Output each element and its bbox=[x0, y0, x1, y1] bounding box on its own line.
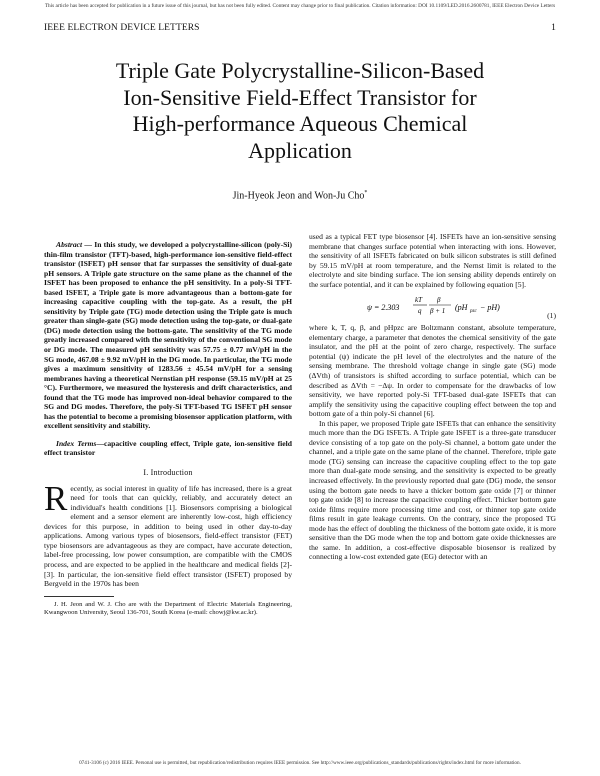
left-column bbox=[44, 240, 292, 617]
copyright-footer: 0741-3106 (c) 2016 IEEE. Personal use is permitted, but republication/redistribution requires IEEE permission. See http://www.ieee.org/publications_standards/publications/rights/index.html for more information. bbox=[79, 760, 521, 766]
publication-notice: This article has been accepted for publication in a future issue of this journal, but has not been fully edited. Content may change prior to final publication. Citation information: DOI 10.1109/LED.2016.2600781, IEEE Electron Device Letters bbox=[44, 3, 556, 9]
title-line-3: High-performance Aqueous Chemical bbox=[132, 111, 468, 136]
equation-pzc: pzc bbox=[470, 309, 477, 315]
journal-name: IEEE ELECTRON DEVICE LETTERS bbox=[44, 23, 200, 33]
equation-beta: β bbox=[437, 296, 441, 305]
equation-q: q bbox=[418, 307, 422, 316]
equation-paren: (pH bbox=[455, 303, 468, 313]
section-heading-introduction: I. Introduction bbox=[143, 468, 193, 478]
title-line-4: Application bbox=[248, 137, 352, 163]
title-line-1: Triple Gate Polycrystalline-Silicon-Based bbox=[115, 58, 485, 83]
equation-beta-plus-one: β + 1 bbox=[430, 307, 446, 316]
abstract-lead: Abstract bbox=[56, 240, 83, 249]
introduction-text: ecently, as social interest in quality of life has increased, there is a great need for tools that can quickly, reliably, and accurately detect an individual's health conditions [1]. Biosensors comprising a biological element and a sensor element are inherently low-cost, high efficiency devices for this purpose, in addition to being used in other day-to-day applications. Among various types of biosensors, field-effect transistor (FET) type biosensors are advantageous as they are compact, have accurate detection, label-free processing, low power consumption, are compatible with the CMOS process, and are expected to be applied in the healthcare and medical fields [2]-[3]. In particular, the ion-sensitive field effect transistor (ISFET) proposed by Bergveld in the 1970s has been bbox=[44, 483, 292, 589]
page-number: 1 bbox=[551, 23, 556, 33]
equation-1 bbox=[309, 291, 556, 321]
abstract-text: — In this study, we developed a polycrystalline-silicon (poly-Si) thin-film transistor (TFT)-based, high-performance ion-sensitive field-effect transistor (ISFET) pH sensor that far surpasses the sensitivity of dual-gate pH sensors. A Triple gate structure on the same plane as the channel of the ISFET has been proposed to enhance the pH sensitivity. In a poly-Si TFT-based ISFET, a Triple gate is more advantageous than a bottom-gate for increasing capacitive coupling with the top-gate. As a result, the pH sensitivity by Triple gate (TG) mode detection using the Triple gate is much greater than single-gate (SG) mode detection using the top-gate, or dual-gate (DG) mode detection using the bottom-gate. The sensitivity of the TG mode greatly increased compared with the sensitivity of the conventional SG mode or DG mode. The measured pH sensitivity was 57.75 ± 0.77 mV/pH in the SG mode, 467.08 ± 9.92 mV/pH in the DG mode. In particular, the TG mode gives a maximum sensitivity of 1283.56 ± 45.54 mV/pH for a sensing membranes having a theoretical Nernstian pH response (59.15 mV/pH at 25 °C). Furthermore, we measured the hysteresis and drift characteristics, and found that the TG mode has improved non-ideal behavior compared to the SG and DG modes. Therefore, the poly-Si TFT-based TG ISFET pH sensor has the potential to become a promising biosensor application platform, with excellent sensitivity and stability. bbox=[44, 240, 293, 431]
running-head bbox=[44, 23, 556, 33]
equation-number: (1) bbox=[547, 311, 556, 321]
equation-minus-ph: − pH) bbox=[480, 303, 500, 313]
index-terms-text: —capacitive coupling effect, Triple gate, ion-sensitive field effect transistor bbox=[44, 438, 292, 458]
author-footnote: J. H. Jeon and W. J. Cho are with the Department of Electric Materials Engineering, Kwangwoon University, Seoul 136-701, South Korea (e-mail: chowj@kw.ac.kr). bbox=[44, 600, 292, 616]
right-column bbox=[309, 232, 556, 562]
equation-kt: kT bbox=[415, 296, 422, 305]
introduction-paragraph bbox=[44, 478, 292, 589]
author-names: Jin-Hyeok Jeon and Won-Ju Cho bbox=[232, 190, 365, 202]
index-terms bbox=[44, 439, 292, 458]
paper-title bbox=[40, 58, 560, 164]
right-paragraph-2: where k, T, q, β, and pHpzc are Boltzmann constant, absolute temperature, elementary charge, a parameter that denotes the chemical sensitivity of the gate insulator, and the pH at the point of zero charge, respectively. The surface potential (ψ) indicate the pH level of the electrolytes and the nature of the sensing membrane. The threshold voltage change in single gate (SG) mode (ΔVth) of transistors is shifted according to surface potential, which can be described as ΔVth = −Δψ. In order to compensate for the drawbacks of low sensitivity, we have reported poly-Si TFT-based dual-gate ISFETs that can amplify the sensitivity using the capacitive coupling effect between the top and bottom gate of a thin poly-Si channel [6]. bbox=[309, 323, 556, 419]
right-paragraph-3: In this paper, we proposed Triple gate ISFETs that can enhance the sensitivity much more than the DG ISFETs. A Triple gate ISFET is a three-gate transducer device consisting of a top gate on the poly-Si channel, a bottom gate under the channel, and a triple gate on the same plane of the channel. Therefore, triple gate mode (TG) sensing can increase the capacitive coupling effect to the top gate more than dual-gate mode sensing, and the sensitivity is expected to be greatly increased effectively. In the previously reported dual gate (DG) mode, the sensor using the bottom gate needs to have a thicker bottom gate oxide [7] or thinner top gate oxide [8] to increase the capacitive coupling effect. Thicker bottom gate oxide films require more processing time and cost, or thinner top gate oxide films result in gate leakage currents. On the contrary, since the proposed TG mode has the effect of doubling the thickness of the bottom gate oxide, it is more sensitive than the DG mode when the top and bottom gate oxide thicknesses are the same. In addition, a cost-effective disposable biosensor is realized by connecting a low-cost extended gate (EG) detector with an bbox=[309, 418, 556, 562]
index-terms-lead: Index Terms bbox=[56, 438, 97, 448]
equation-graphic bbox=[367, 291, 527, 321]
corresponding-mark: * bbox=[364, 190, 368, 196]
author-line bbox=[40, 190, 560, 201]
drop-cap: R bbox=[44, 478, 68, 518]
right-paragraph-1: used as a typical FET type biosensor [4]. ISFETs have an ion-sensitive sensing membrane that changes surface potential when interacting with ions. However, the sensitivity of all ISFETs fabricated on bulk silicon substrates is still defined by 59.15 mV/pH at room temperature, and the Nernst limit is related to the electrolyte and site binding surface. The ion sensing ability depends entirely on the surface potential, and it can be explained by following equation [5]. bbox=[309, 232, 556, 289]
footnote-rule bbox=[44, 596, 114, 597]
title-line-2: Ion-Sensitive Field-Effect Transistor for bbox=[123, 84, 477, 110]
abstract bbox=[44, 240, 292, 431]
equation-lhs: ψ = 2.303 bbox=[367, 303, 400, 313]
